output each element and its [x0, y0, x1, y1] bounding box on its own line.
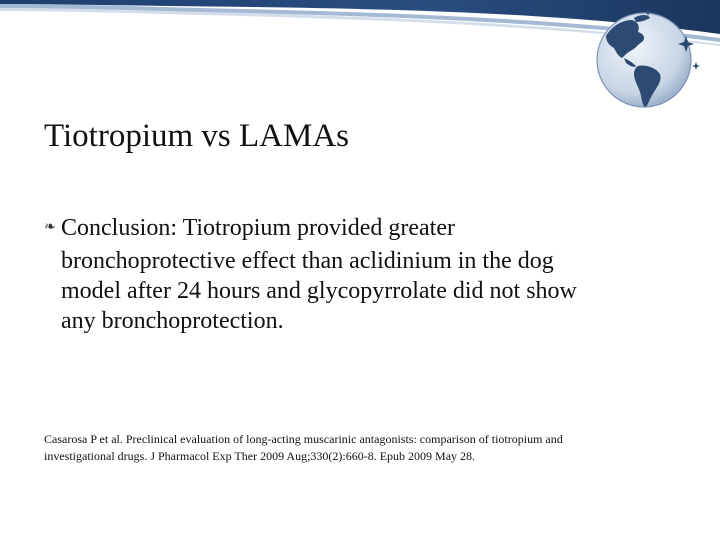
conclusion-bullet: [44, 213, 684, 336]
slide-title: Tiotropium vs LAMAs: [44, 118, 350, 154]
globe-icon: [588, 6, 704, 114]
reference-line-1: Casarosa P et al. Preclinical evaluation of long-acting muscarinic antagonists: comparison of tiotropium and: [44, 432, 563, 446]
bullet-text-line-4: any bronchoprotection.: [61, 308, 284, 334]
bullet-text-line-2: bronchoprotective effect than aclidinium in the dog: [61, 248, 554, 274]
reference-line-2: investigational drugs. J Pharmacol Exp Ther 2009 Aug;330(2):660-8. Epub 2009 May 28.: [44, 449, 476, 463]
leaf-bullet-icon: ❧: [44, 219, 56, 235]
bullet-text-line-3: model after 24 hours and glycopyrrolate did not show: [61, 278, 577, 304]
reference-citation: [44, 431, 684, 465]
bullet-first-line: [44, 213, 684, 246]
bullet-text-line-1: Conclusion: Tiotropium provided greater: [61, 215, 455, 241]
